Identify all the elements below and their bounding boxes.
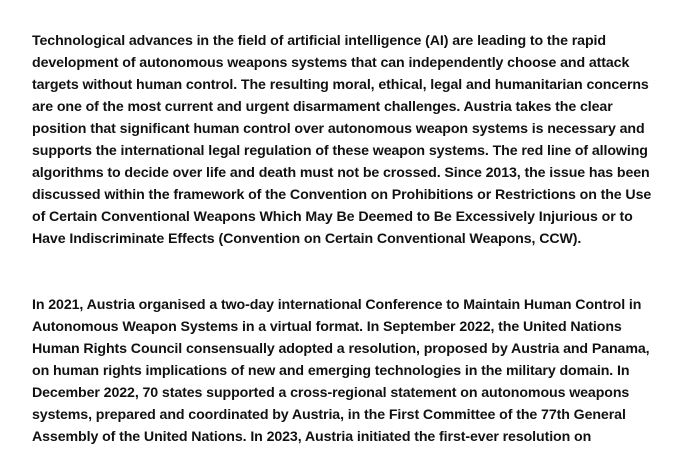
paragraph-austria-initiatives: In 2021, Austria organised a two-day international Conference to Maintain Human Control in Autonomous Weapon Systems in a virtual format. In September 2022, the United Nations Human Rights Council consensually adopted a resolution, proposed by Austria and Panama, on human rights implications of new and emerging technologies in the military domain. In December 2022, 70 states supported a cross-regional statement on autonomous weapons systems, prepared and coordinated by Austria, in the First Committee of the 77th General Assembly of the United Nations. In 2023, Austria initiated the first-ever resolution on bbox=[32, 297, 650, 445]
paragraph-ai-weapons: Technological advances in the field of artificial intelligence (AI) are leading to the rapid development of autonomous weapons systems that can independently choose and attack targets without human control. The resulting moral, ethical, legal and humanitarian concerns are one of the most current and urgent disarmament challenges. Austria takes the clear position that significant human control over autonomous weapon systems is necessary and supports the international legal regulation of these weapon systems. The red line of allowing algorithms to decide over life and death must not be crossed. Since 2013, the issue has been discussed within the framework of the Convention on Prohibitions or Restrictions on the Use of Certain Conventional Weapons Which May Be Deemed to Be Excessively Injurious or to Have Indiscriminate Effects (Convention on Certain Conventional Weapons, CCW). bbox=[32, 33, 652, 247]
document-body bbox=[32, 30, 652, 448]
